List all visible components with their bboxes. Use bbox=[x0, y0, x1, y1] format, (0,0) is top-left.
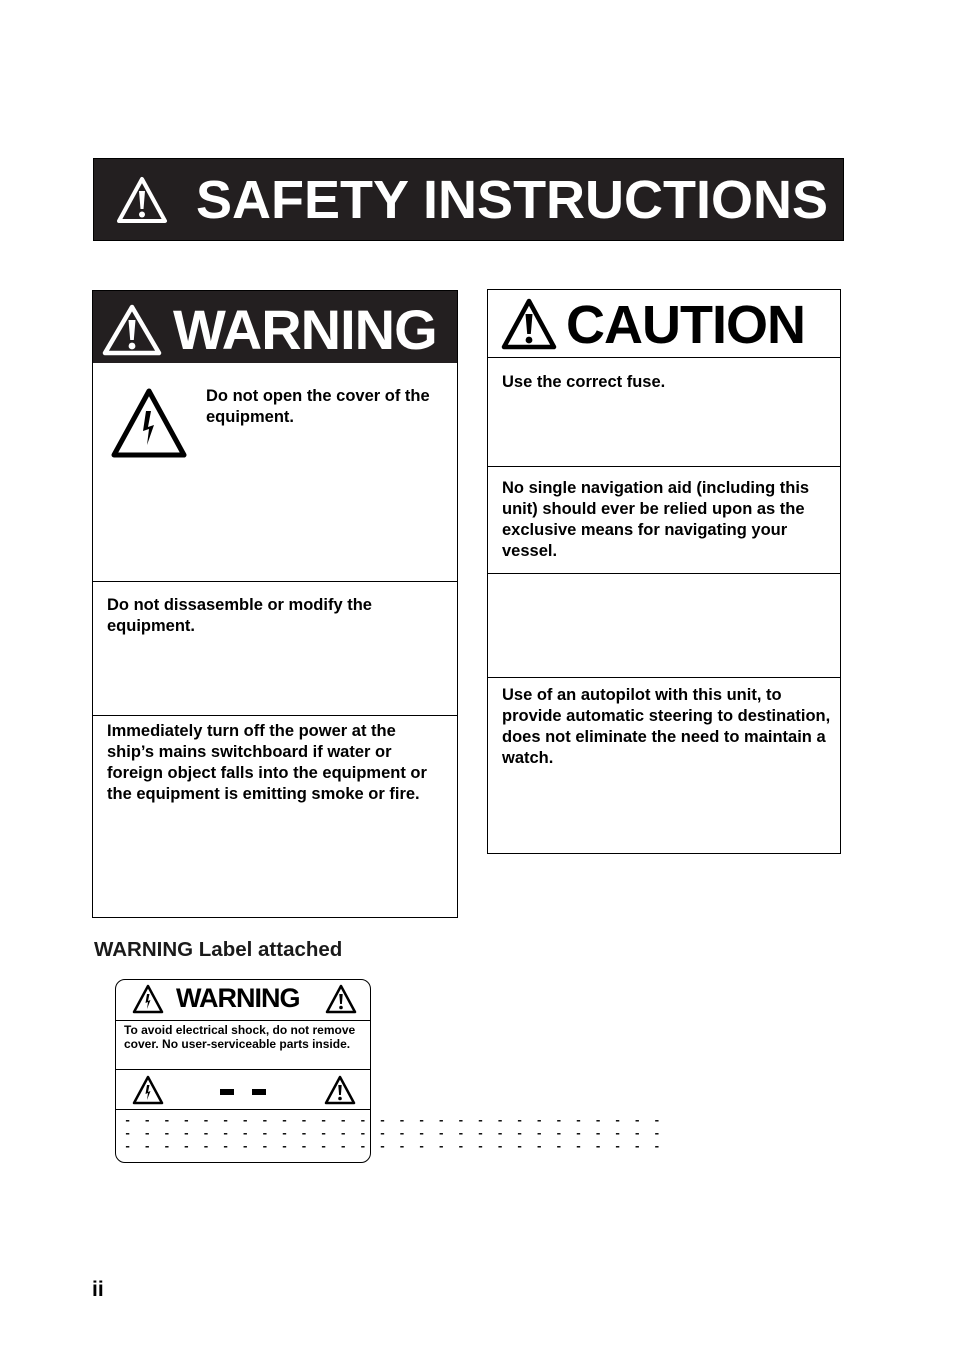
warning-item-text: Do not open the cover of the equipment. bbox=[206, 387, 430, 426]
label-caption: WARNING Label attached bbox=[94, 938, 343, 961]
caution-item-text: No single navigation aid (including this unit) should ever be relied upon as the exclusive means for navigating your vessel. bbox=[502, 479, 810, 560]
exclamation-triangle-icon bbox=[324, 1075, 356, 1105]
caution-item bbox=[488, 466, 840, 573]
exclamation-triangle-icon bbox=[325, 984, 357, 1014]
warning-item bbox=[93, 715, 457, 917]
label-header-text: WARNING bbox=[176, 983, 300, 1013]
warning-item bbox=[93, 363, 457, 582]
caution-item bbox=[488, 358, 840, 466]
label-placeholder-mark bbox=[220, 1089, 234, 1095]
caution-item bbox=[488, 677, 840, 853]
label-symbol-row bbox=[116, 1069, 370, 1109]
warning-header-text: WARNING bbox=[173, 298, 437, 361]
caution-header bbox=[488, 290, 840, 358]
label-dash-row bbox=[116, 1109, 664, 1162]
exclamation-triangle-icon bbox=[102, 304, 162, 356]
label-dash-line: - - - - - - - - - - - - - - - - - - - - - - - - - - - - bbox=[124, 1140, 664, 1154]
label-dash-line: - - - - - - - - - - - - - - - - - - - - - - - - - - - - bbox=[124, 1114, 664, 1128]
electric-shock-triangle-icon bbox=[132, 1075, 164, 1105]
title-banner bbox=[93, 158, 844, 241]
caution-panel bbox=[487, 289, 841, 854]
exclamation-triangle-icon bbox=[116, 176, 168, 224]
electric-shock-triangle-icon bbox=[132, 984, 164, 1014]
exclamation-triangle-icon bbox=[501, 298, 557, 350]
page-number: ii bbox=[92, 1278, 104, 1301]
caution-item-text: Use of an autopilot with this unit, to provide automatic steering to destination, does not eliminate the need to maintain a watch. bbox=[502, 686, 831, 767]
caution-item-empty bbox=[488, 573, 840, 677]
warning-panel bbox=[92, 290, 458, 918]
caution-header-text: CAUTION bbox=[566, 295, 805, 355]
caution-item-text: Use the correct fuse. bbox=[502, 373, 666, 391]
warning-label bbox=[115, 979, 664, 1163]
label-body-row bbox=[116, 1020, 370, 1069]
label-placeholder-mark bbox=[252, 1089, 266, 1095]
page-title: SAFETY INSTRUCTIONS bbox=[196, 170, 829, 230]
label-body: To avoid electrical shock, do not remove cover. No user-serviceable parts inside. bbox=[124, 1023, 356, 1051]
warning-item-text: Do not dissasemble or modify the equipment. bbox=[107, 596, 372, 635]
warning-item-text: Immediately turn off the power at the ship’s mains switchboard if water or foreign object falls into the equipment or the equipment is emitting smoke or fire. bbox=[107, 722, 427, 803]
warning-header bbox=[93, 291, 457, 363]
label-dash-line: - - - - - - - - - - - - - - - - - - - - - - - - - - - - bbox=[124, 1127, 664, 1141]
label-header bbox=[116, 980, 370, 1020]
warning-item bbox=[93, 581, 457, 715]
electric-shock-triangle-icon bbox=[110, 387, 188, 459]
